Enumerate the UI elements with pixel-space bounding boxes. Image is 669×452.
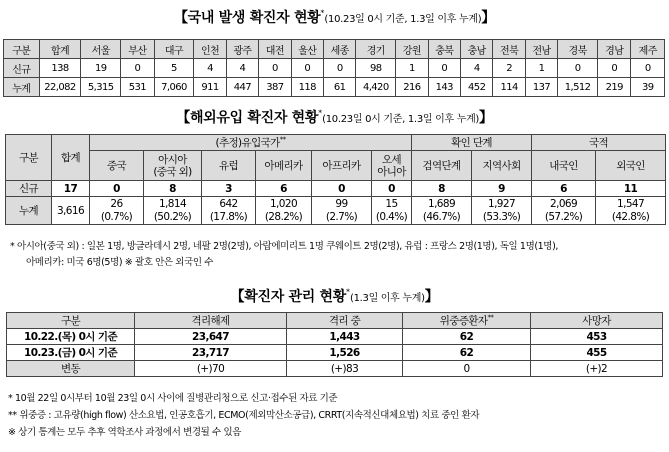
domestic-header-cell: 충북 <box>428 40 460 59</box>
domestic-cum-cell: 114 <box>493 78 525 97</box>
domestic-header-cell: 인천 <box>194 40 226 59</box>
overseas-subheader-cell: 지역사회 <box>472 151 532 181</box>
domestic-cum-cell: 5,315 <box>81 78 121 97</box>
overseas-subheader-cell: 유럽 <box>202 151 256 181</box>
domestic-cum-cell: 4,420 <box>356 78 396 97</box>
management-cell: 62 <box>403 345 531 361</box>
domestic-new-cell: 19 <box>81 59 121 78</box>
management-row-label: 변동 <box>7 361 135 377</box>
overseas-cum-row <box>6 197 666 211</box>
overseas-cum-cell: 1,814 <box>144 197 202 211</box>
overseas-pct-cell: (2.7%) <box>312 211 372 225</box>
overseas-header-row1 <box>6 135 666 151</box>
overseas-new-total: 17 <box>52 181 90 197</box>
management-cell: 23,717 <box>135 345 287 361</box>
management-row-label: 10.22.(목) 0시 기준 <box>7 329 135 345</box>
domestic-new-cell: 4 <box>226 59 258 78</box>
overseas-pct-cell: (46.7%) <box>412 211 472 225</box>
management-cell: 1,443 <box>287 329 403 345</box>
overseas-note-2: 아메리카: 미국 6명(5명) ※ 괄호 안은 외국인 수 <box>26 257 214 268</box>
management-header-cell: 구분 <box>7 313 135 329</box>
domestic-new-cell: 0 <box>558 59 598 78</box>
overseas-country-header <box>90 135 412 151</box>
domestic-header-cell: 제주 <box>631 40 665 59</box>
management-cell: 23,647 <box>135 329 287 345</box>
overseas-new-cell: 0 <box>312 181 372 197</box>
management-header-cell <box>403 313 531 329</box>
management-cell: 453 <box>531 329 663 345</box>
management-row <box>7 361 663 377</box>
overseas-cum-cell: 15 <box>372 197 412 211</box>
overseas-header-row2 <box>6 151 666 181</box>
domestic-new-cell: 2 <box>493 59 525 78</box>
domestic-header-cell: 서울 <box>81 40 121 59</box>
overseas-pct-cell: (0.4%) <box>372 211 412 225</box>
overseas-pct-row <box>6 211 666 225</box>
section2-title-close: 】 <box>479 110 493 126</box>
domestic-cum-cell: 118 <box>291 78 323 97</box>
overseas-new-cell: 0 <box>90 181 144 197</box>
overseas-new-row <box>6 181 666 197</box>
domestic-header-cell: 전북 <box>493 40 525 59</box>
overseas-subheader-cell: 외국인 <box>596 151 666 181</box>
section3-title-close: 】 <box>424 289 439 305</box>
domestic-cum-cell: 7,060 <box>154 78 194 97</box>
management-header-label: 위중증환자 <box>439 315 488 327</box>
domestic-cum-cell: 22,082 <box>39 78 81 97</box>
domestic-cum-cell: 452 <box>460 78 492 97</box>
overseas-pct-cell: (28.2%) <box>256 211 312 225</box>
overseas-subheader-cell: 내국인 <box>532 151 596 181</box>
section1-title-close: 】 <box>481 10 496 26</box>
domestic-header-cell: 대전 <box>259 40 291 59</box>
section3-title-main: 【확진자 관리 현황 <box>230 289 346 305</box>
management-note-2: ** 위중증 : 고유량(high flow) 산소요법, 인공호흡기, ECMO(제외막산소공급), CRRT(지속적신대체요법) 치료 중인 환자 <box>8 410 480 421</box>
management-row <box>7 345 663 361</box>
overseas-pct-cell: (0.7%) <box>90 211 144 225</box>
domestic-header-cell: 강원 <box>396 40 428 59</box>
overseas-cum-cell: 1,020 <box>256 197 312 211</box>
overseas-country-header-star: ** <box>279 135 286 144</box>
domestic-header-cell: 경북 <box>558 40 598 59</box>
domestic-new-cell: 0 <box>323 59 355 78</box>
section3-title-star: * <box>345 287 350 297</box>
domestic-cum-cell: 143 <box>428 78 460 97</box>
management-cell: 1,526 <box>287 345 403 361</box>
overseas-subheader-cell: 아메리카 <box>256 151 312 181</box>
section1-title-main: 【국내 발생 확진자 현황 <box>173 10 321 26</box>
domestic-new-cell: 0 <box>259 59 291 78</box>
management-note-3: ※ 상기 통계는 모두 추후 역학조사 과정에서 변경될 수 있음 <box>8 427 242 438</box>
domestic-cum-cell: 531 <box>121 78 154 97</box>
management-row <box>7 329 663 345</box>
overseas-new-cell: 6 <box>532 181 596 197</box>
domestic-cum-cell: 387 <box>259 78 291 97</box>
domestic-header-cell: 대구 <box>154 40 194 59</box>
domestic-header-cell: 경남 <box>597 40 630 59</box>
management-row-label: 10.23.(금) 0시 기준 <box>7 345 135 361</box>
domestic-new-cell: 1 <box>396 59 428 78</box>
overseas-cum-cell: 1,927 <box>472 197 532 211</box>
overseas-new-cell: 0 <box>372 181 412 197</box>
domestic-cum-cell: 216 <box>396 78 428 97</box>
management-note-1: * 10월 22일 0시부터 10월 23일 0시 사이에 질병관리청으로 신고·접수된 자료 기준 <box>8 393 338 404</box>
overseas-new-cell: 6 <box>256 181 312 197</box>
overseas-pct-cell: (57.2%) <box>532 211 596 225</box>
section1-title <box>0 7 669 27</box>
overseas-pct-cell: (17.8%) <box>202 211 256 225</box>
overseas-new-cell: 8 <box>144 181 202 197</box>
overseas-pct-cell: (53.3%) <box>472 211 532 225</box>
domestic-cum-cell: 137 <box>525 78 557 97</box>
management-table <box>6 312 663 377</box>
domestic-cum-label: 누계 <box>4 78 40 97</box>
overseas-subheader-cell: 중국 <box>90 151 144 181</box>
domestic-new-cell: 98 <box>356 59 396 78</box>
domestic-header-cell: 부산 <box>121 40 154 59</box>
overseas-cum-cell: 26 <box>90 197 144 211</box>
domestic-new-cell: 4 <box>460 59 492 78</box>
domestic-table <box>3 39 665 97</box>
domestic-header-cell: 구분 <box>4 40 40 59</box>
section2-title-main: 【해외유입 확진자 현황 <box>176 110 319 126</box>
overseas-subheader-cell: 검역단계 <box>412 151 472 181</box>
domestic-cum-cell: 39 <box>631 78 665 97</box>
section3-title <box>0 286 669 306</box>
domestic-new-cell: 5 <box>154 59 194 78</box>
domestic-new-cell: 0 <box>597 59 630 78</box>
overseas-total-header: 합계 <box>52 135 90 181</box>
domestic-cum-cell: 1,512 <box>558 78 598 97</box>
overseas-country-header-label: (추정)유입국가 <box>215 137 280 149</box>
domestic-cum-row <box>4 78 665 97</box>
overseas-cum-cell: 642 <box>202 197 256 211</box>
management-header-star: ** <box>487 313 494 322</box>
management-header-cell: 격리 중 <box>287 313 403 329</box>
section3-title-sub: (1.3일 이후 누계) <box>349 293 425 304</box>
overseas-subheader-cell: 오세 아니아 <box>372 151 412 181</box>
overseas-cum-cell: 1,689 <box>412 197 472 211</box>
section2-title-sub: (10.23일 0시 기준, 1.3일 이후 누계) <box>322 114 480 125</box>
domestic-header-cell: 경기 <box>356 40 396 59</box>
domestic-new-cell: 1 <box>525 59 557 78</box>
domestic-header-cell: 울산 <box>291 40 323 59</box>
management-header-cell: 사망자 <box>531 313 663 329</box>
domestic-new-cell: 0 <box>121 59 154 78</box>
section2-title-star: * <box>318 108 323 118</box>
overseas-new-cell: 8 <box>412 181 472 197</box>
domestic-new-row <box>4 59 665 78</box>
overseas-table <box>5 134 666 225</box>
domestic-header-cell: 충남 <box>460 40 492 59</box>
section1-title-sub: (10.23일 0시 기준, 1.3일 이후 누계) <box>324 14 482 25</box>
overseas-subheader-cell: 아시아 (중국 외) <box>144 151 202 181</box>
overseas-new-label: 신규 <box>6 181 52 197</box>
domestic-header-row <box>4 40 665 59</box>
domestic-new-label: 신규 <box>4 59 40 78</box>
domestic-cum-cell: 447 <box>226 78 258 97</box>
management-cell: 62 <box>403 329 531 345</box>
domestic-header-cell: 합계 <box>39 40 81 59</box>
management-cell: (+)2 <box>531 361 663 377</box>
overseas-note-1: * 아시아(중국 외) : 일본 1명, 방글라데시 2명, 네팔 2명(2명), 아랍에미리트 1명 쿠웨이트 2명(2명), 유럽 : 프랑스 2명(1명), 독일 1명(1명), <box>10 241 559 252</box>
section2-title <box>0 107 669 127</box>
management-cell: 0 <box>403 361 531 377</box>
overseas-new-cell: 3 <box>202 181 256 197</box>
overseas-new-cell: 9 <box>472 181 532 197</box>
overseas-cum-cell: 99 <box>312 197 372 211</box>
management-cell: (+)70 <box>135 361 287 377</box>
overseas-subheader-cell: 아프리카 <box>312 151 372 181</box>
domestic-header-cell: 전남 <box>525 40 557 59</box>
management-header-cell: 격리해제 <box>135 313 287 329</box>
management-cell: 455 <box>531 345 663 361</box>
overseas-gubun-header: 구분 <box>6 135 52 181</box>
domestic-new-cell: 138 <box>39 59 81 78</box>
management-cell: (+)83 <box>287 361 403 377</box>
overseas-cum-label: 누계 <box>6 197 52 225</box>
domestic-cum-cell: 911 <box>194 78 226 97</box>
domestic-new-cell: 0 <box>428 59 460 78</box>
overseas-confirm-header: 확인 단계 <box>412 135 532 151</box>
overseas-nationality-header: 국적 <box>532 135 666 151</box>
domestic-cum-cell: 61 <box>323 78 355 97</box>
domestic-new-cell: 4 <box>194 59 226 78</box>
domestic-header-cell: 광주 <box>226 40 258 59</box>
overseas-cum-cell: 1,547 <box>596 197 666 211</box>
overseas-cum-cell: 2,069 <box>532 197 596 211</box>
domestic-new-cell: 0 <box>631 59 665 78</box>
overseas-new-cell: 11 <box>596 181 666 197</box>
domestic-new-cell: 0 <box>291 59 323 78</box>
section1-title-star: * <box>320 8 325 18</box>
domestic-header-cell: 세종 <box>323 40 355 59</box>
overseas-pct-cell: (42.8%) <box>596 211 666 225</box>
domestic-cum-cell: 219 <box>597 78 630 97</box>
management-header-row <box>7 313 663 329</box>
overseas-pct-cell: (50.2%) <box>144 211 202 225</box>
overseas-cum-total: 3,616 <box>52 197 90 225</box>
